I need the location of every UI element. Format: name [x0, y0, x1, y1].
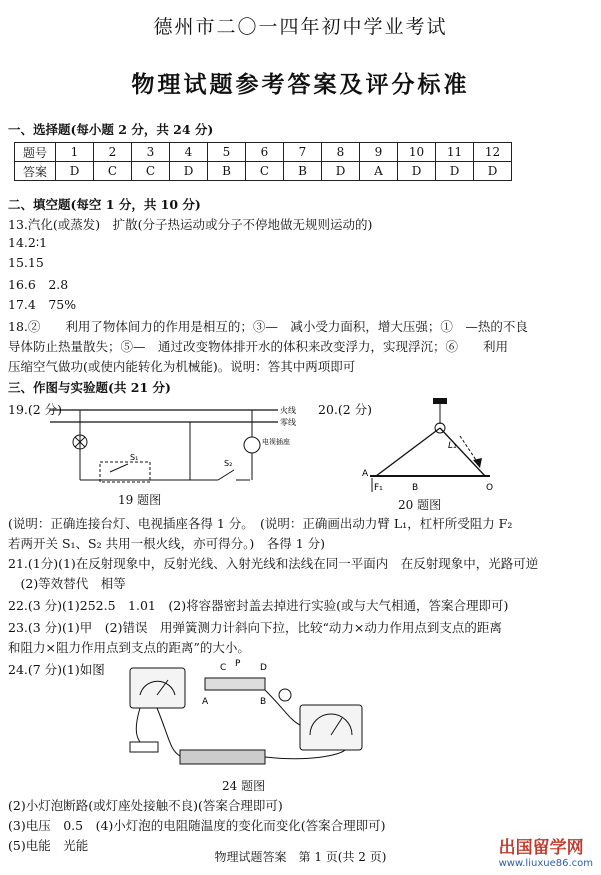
socket-icon	[244, 437, 260, 453]
answer-line: 18.② 利用了物体间力的作用是相互的；③— 减小受力面积，增大压强；① —热的不良	[8, 319, 528, 334]
answer-cell: D	[322, 162, 360, 181]
section2-heading: 二、填空题(每空 1 分，共 10 分)	[8, 197, 201, 212]
fig19-circuit	[40, 400, 305, 490]
answer-line: (2)小灯泡断路(或灯座处接触不良)(答案合理即可)	[8, 798, 283, 813]
fig24-c-label: C	[220, 663, 227, 673]
battery-icon	[180, 750, 265, 764]
fig24-caption: 24 题图	[222, 779, 266, 793]
section1-heading: 一、选择题(每小题 2 分，共 24 分)	[8, 122, 214, 137]
table-row	[15, 162, 512, 181]
fig19-socket-label: 电视插座	[262, 438, 290, 446]
fig20-lever	[360, 396, 510, 496]
table-row	[15, 143, 512, 162]
q20-label: 20.(2 分)	[318, 402, 373, 417]
row-label-a: 答案	[15, 162, 56, 181]
answer-cell: C	[246, 162, 284, 181]
q-number: 8	[322, 143, 360, 162]
fig24-b-label: B	[260, 697, 267, 707]
answer-line: 15.15	[8, 255, 44, 270]
fig19-caption: 19 题图	[118, 493, 162, 507]
q-number: 4	[170, 143, 208, 162]
answer-line: 17.4 75%	[8, 297, 77, 312]
fig24-a-label: A	[202, 697, 209, 707]
answer-cell: A	[360, 162, 398, 181]
exam-title: 德州市二〇一四年初中学业考试	[153, 16, 448, 38]
answer-cell: D	[398, 162, 436, 181]
watermark-logo	[499, 833, 593, 869]
fig19-neutral-label: 零线	[280, 418, 296, 427]
answer-line: (3)电压 0.5 (4)小灯泡的电阻随温度的变化而变化(答案合理即可)	[8, 818, 386, 833]
fig20-l1-label: L₁	[448, 441, 457, 451]
answer-line: 23.(3 分)(1)甲 (2)错误 用弹簧测力计斜向下拉，比较“动力×动力作用点到支点的距离	[8, 620, 502, 635]
answer-line: (2)等效替代 相等	[8, 576, 126, 591]
answer-cell: B	[208, 162, 246, 181]
answer-line: (5)电能 光能	[8, 838, 89, 853]
fig19-s2-label: S₂	[224, 459, 233, 468]
fig20-caption: 20 题图	[398, 498, 442, 512]
q-number: 7	[284, 143, 322, 162]
q-number: 5	[208, 143, 246, 162]
row-label-q: 题号	[15, 143, 56, 162]
voltmeter-icon	[130, 668, 185, 708]
answer-line: 导体防止热量散失；⑤— 通过改变物体排开水的体积来改变浮力，实现浮沉；⑥ 利用	[8, 339, 509, 354]
switch-icon	[110, 464, 128, 472]
q-number: 3	[132, 143, 170, 162]
answer-cell: D	[56, 162, 94, 181]
q-number: 10	[398, 143, 436, 162]
answer-line: 21.(1分)(1)在反射现象中，反射光线、入射光线和法线在同一平面内 在反射现象中，光路可逆	[8, 556, 539, 571]
answer-cell: C	[132, 162, 170, 181]
q-number: 6	[246, 143, 284, 162]
q-number: 2	[94, 143, 132, 162]
answer-line: 14.2∶1	[8, 235, 48, 250]
answer-cell: D	[170, 162, 208, 181]
answer-cell: D	[436, 162, 474, 181]
answer-line: 压缩空气做功(或使内能转化为机械能)。说明：答其中两项即可	[8, 359, 356, 374]
answer-cell: D	[474, 162, 512, 181]
fig20-f1-label: F₁	[374, 483, 383, 493]
doc-title: 物理试题参考答案及评分标准	[131, 71, 470, 98]
fig20-a-label: A	[362, 469, 369, 479]
fig20-o-label: O	[486, 483, 494, 493]
answer-line: 16.6 2.8	[8, 277, 69, 292]
ammeter-icon	[300, 705, 362, 750]
fig24-circuit	[110, 650, 410, 775]
answer-line: 22.(3 分)(1)252.5 1.01 (2)将容器密封盖去掉进行实验(或与大气相通，答案合理即可)	[8, 598, 509, 613]
bulb-icon	[279, 689, 291, 701]
fig19-s1-label: S₁	[130, 453, 139, 462]
answer-line: 13.汽化(或蒸发) 扩散(分子热运动或分子不停地做无规则运动的)	[8, 217, 373, 232]
fig20-b-label: B	[412, 483, 419, 493]
watermark-url: www.liuxue86.com	[498, 858, 593, 869]
fig24-d-label: D	[260, 663, 267, 673]
fig24-p-label: P	[235, 659, 241, 669]
rheostat-icon	[205, 678, 265, 690]
fig19-live-label: 火线	[280, 406, 296, 415]
answer-cell: B	[284, 162, 322, 181]
note-line: (说明：正确连接台灯、电视插座各得 1 分。 (说明：正确画出动力臂 L₁，杠杆所受阻力 F₂	[8, 516, 513, 531]
answer-table	[14, 142, 512, 181]
page-footer: 物理试题答案 第 1 页(共 2 页)	[214, 850, 387, 864]
q-number: 9	[360, 143, 398, 162]
q-number: 12	[474, 143, 512, 162]
q19-label: 19.(2 分)	[8, 402, 63, 417]
switch-icon	[130, 742, 158, 752]
note-line: 若两开关 S₁、S₂ 共用一根火线，亦可得分。) 各得 1 分)	[8, 536, 325, 551]
answer-cell: C	[94, 162, 132, 181]
answer-line: 24.(7 分)(1)如图	[8, 662, 105, 677]
q-number: 11	[436, 143, 474, 162]
q-number: 1	[56, 143, 94, 162]
section3-heading: 三、作图与实验题(共 21 分)	[8, 380, 171, 395]
watermark-name: 出国留学网	[498, 838, 584, 858]
answer-line: 和阻力×阻力作用点到支点的距离”的大小。	[8, 640, 250, 655]
